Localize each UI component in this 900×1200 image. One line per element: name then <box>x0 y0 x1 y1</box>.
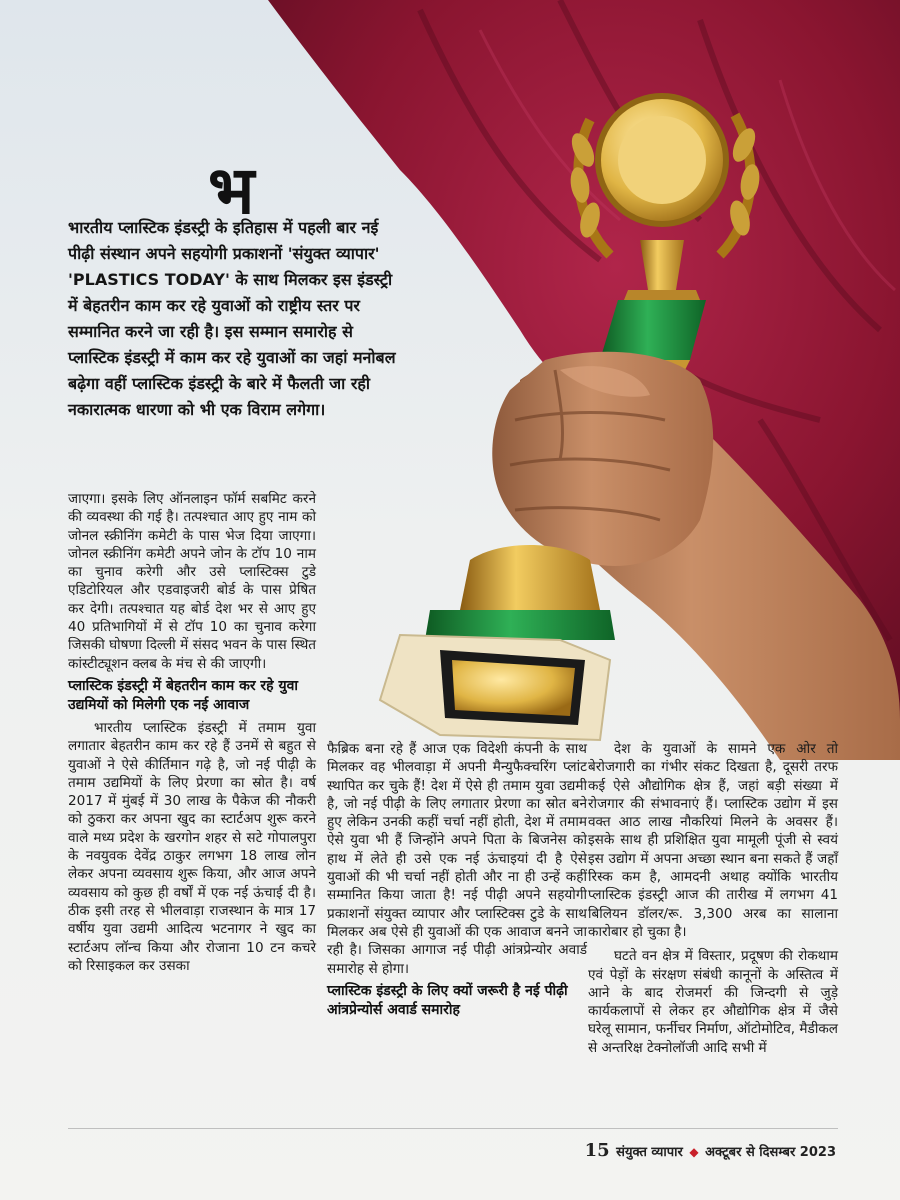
issue-date: अक्टूबर से दिसम्बर 2023 <box>705 1145 836 1160</box>
diamond-icon: ◆ <box>689 1145 699 1159</box>
page-number: 15 <box>584 1140 610 1161</box>
col2-subheading: प्लास्टिक इंडस्ट्री के लिए क्यों जरूरी है नई पीढ़ी आंत्रप्रेन्योर्स अवार्ड समारोह <box>327 982 568 1018</box>
publication-name: संयुक्त व्यापार <box>616 1145 683 1160</box>
col1-paragraph-2: भारतीय प्लास्टिक इंडस्ट्री में तमाम युवा लगातार बेहतरीन काम कर रहे हैं उनमें से बहुत से युवाओं ने ऐसे कीर्तिमान गढ़े है, जो नई पीढ़ी के तमाम उद्यमियों के लिए प्रेरणा का स्रोत है। वर्ष 2017 में मुंबई में 30 लाख के पैकेज की नौकरी को ठुकरा कर अपना खुद का स्टार्टअप शुरू करने वाले मध्य प्रदेश के खरगोन शहर से सटे गोपालपुरा के नवयुवक देवेंद्र ठाकुर लगभग 18 लाख लोन लेकर अपना व्यवसाय शुरू किया, और आज अपने व्यवसाय को कुछ ही वर्षों में एक नई ऊंचाई दी है। ठीक इसी तरह से भीलवाड़ा राजस्थान के मात्र 17 वर्षीय युवा उद्यमी आदित्य भटनागर ने खुद का स्टार्टअप लॉन्च किया और रोजाना 10 टन कचरे को रिसाइकल कर उसका <box>68 719 316 974</box>
column-3 <box>588 740 838 1057</box>
page-footer <box>585 1140 836 1161</box>
col3-paragraph-1: देश के युवाओं के सामने एक ओर तो बेरोजगारी का गंभीर संकट दिखता है, दूसरी तरफ कई ऐसे औद्योगिक क्षेत्र हैं, जहां बड़ी संख्या में रोजगार की संभावनाएं हैं। प्लास्टिक उद्योग में इस वक्त आठ लाख नौकरियां मिलने के अवसर हैं। इसके साथ ही प्रशिक्षित युवा मामूली पूंजी से स्वयं इस उद्योग में अपना अच्छा स्थान बना सकते हैं जहाँ रिस्क कम है, आमदनी अथाह क्योंकि भारतीय प्लास्टिक इंडस्ट्री आज की तारीख में लगभग 41 बिलियन डॉलर/रू. 3,300 अरब का सालाना कारोबार हो चुका है। <box>588 741 838 940</box>
col2-paragraph-1: फैब्रिक बना रहे हैं आज एक विदेशी कंपनी के साथ मिलकर वह भीलवाड़ा में अपनी मैन्युफैक्चरिंग प्लांट स्थापित कर चुके हैं! देश में ऐसे ही तमाम युवा उद्यमी है, जो नई पीढ़ी के लिए लगातार प्रेरणा का स्रोत बने हुए लेकिन उनकी कहीं चर्चा नहीं होती, देश में तमाम ऐसे युवा भी हैं जिन्होंने अपने पिता के बिजनेस को हाथ में लेते ही उसे एक नई ऊंचाइयां दी है ऐसे युवाओं की भी चर्चा नहीं होती और ना ही उन्हें कहीं सम्मानित किया जाता है! नई पीढ़ी अपने सहयोगी प्रकाशनों संयुक्त व्यापार और प्लास्टिक्स टुडे के साथ मिलकर अब ऐसे ही युवाओं की एक आवाज बनने जा रही है। जिसका आगाज नई पीढ़ी आंत्रप्रेन्योर अवार्ड समारोह से होगा। <box>327 741 587 977</box>
col3-paragraph-2: घटते वन क्षेत्र में विस्तार, प्रदूषण की रोकथाम एवं पेड़ों के संरक्षण संबंधी कानूनों के अस्तित्व में आने के बाद रोजमर्रा की जिन्दगी से जुड़े कार्यकलापों से लेकर हर औद्योगिक क्षेत्र में जैसे घरेलू सामान, फर्नीचर निर्माण, ऑटोमोटिव, मैडीकल से अन्तरिक्ष टेक्नोलॉजी आदि सभी में <box>588 948 839 1056</box>
column-2 <box>327 740 587 1024</box>
drop-cap: भ <box>208 152 255 229</box>
intro-paragraph: भारतीय प्लास्टिक इंडस्ट्री के इतिहास में पहली बार नई पीढ़ी संस्थान अपने सहयोगी प्रकाशनों 'संयुक्त व्यापार' 'PLASTICS TODAY' के साथ मिलकर इस इंडस्ट्री में बेहतरीन काम कर रहे युवाओं को राष्ट्रीय स्तर पर सम्मानित करने जा रही है। इस सम्मान समारोह से प्लास्टिक इंडस्ट्री में काम कर रहे युवाओं का जहां मनोबल बढ़ेगा वहीं प्लास्टिक इंडस्ट्री के बारे में फैलती जा रही नकारात्मक धारणा को भी एक विराम लगेगा। <box>68 218 396 419</box>
col1-paragraph-1: जाएगा। इसके लिए ऑनलाइन फॉर्म सबमिट करने की व्यवस्था की गई है। तत्पश्चात आए हुए नाम को जोनल स्क्रीनिंग कमेटी के पास भेज दिया जाएगा। जोनल स्क्रीनिंग कमेटी अपने जोन के टॉप 10 नाम का चुनाव करेगी और उसे प्लास्टिक्स टुडे एडिटोरियल और एडवाइजरी बोर्ड के पास प्रेषित कर देगी। तत्पश्चात यह बोर्ड देश भर से आए हुए 40 प्रतिभागियों में से टॉप 10 का चुनाव करेगा जिसकी घोषणा दिल्ली में संसद भवन के पास स्थित कांस्टीट्यूशन क्लब के मंच से की जाएगी। <box>68 491 316 672</box>
column-1 <box>68 490 316 975</box>
intro-text <box>68 215 398 423</box>
footer-rule <box>68 1128 838 1129</box>
col1-subheading: प्लास्टिक इंडस्ट्री में बेहतरीन काम कर रहे युवा उद्यमियों को मिलेगी एक नई आवाज <box>68 677 298 713</box>
